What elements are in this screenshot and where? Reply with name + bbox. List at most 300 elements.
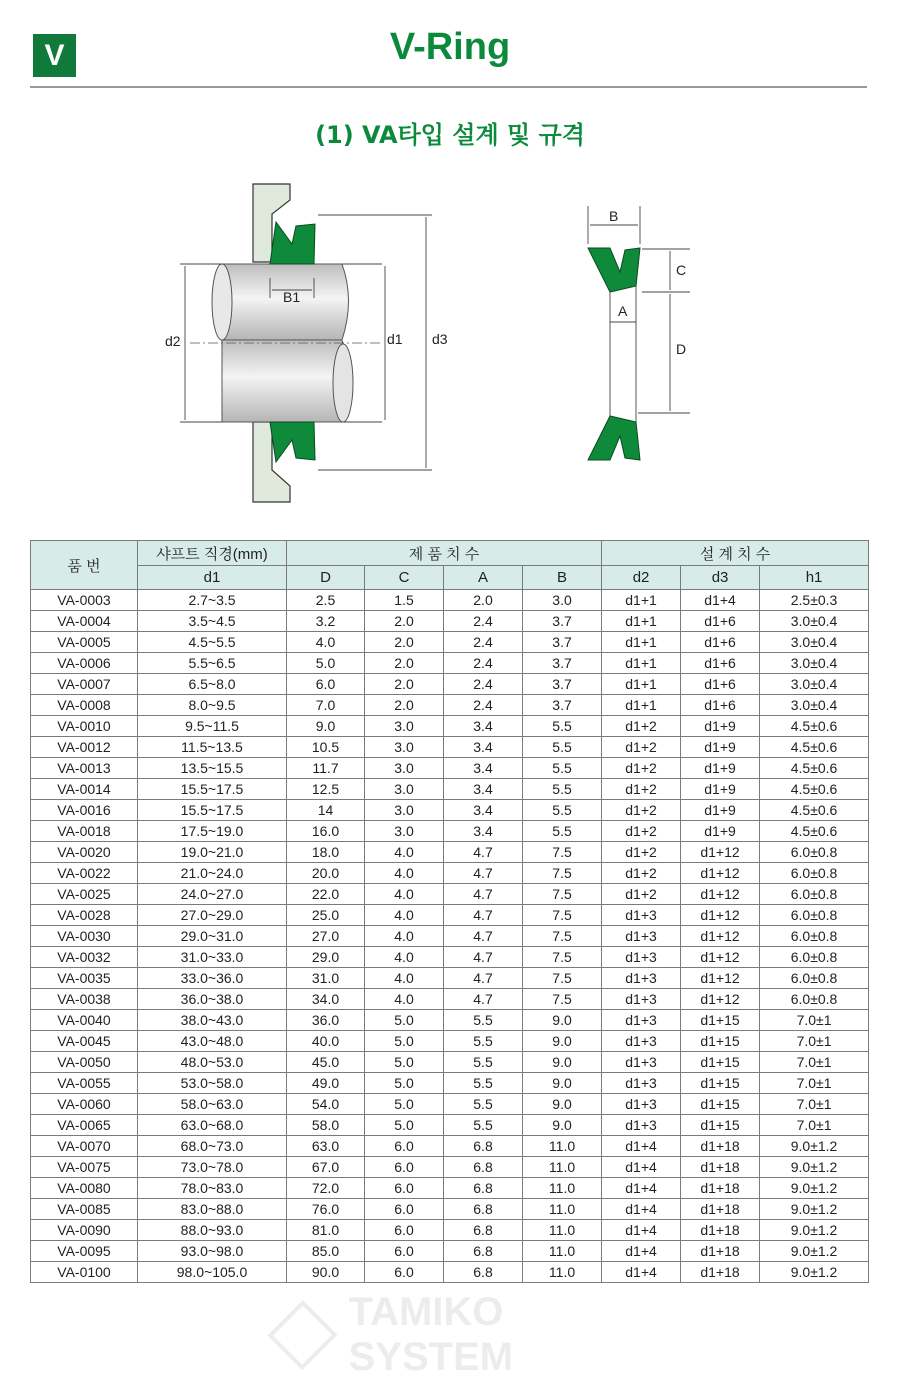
- table-cell: 2.0: [365, 674, 444, 695]
- table-cell: d1+12: [681, 947, 760, 968]
- table-cell: 5.0: [365, 1073, 444, 1094]
- part-number-cell: VA-0025: [31, 884, 138, 905]
- table-cell: d1+18: [681, 1136, 760, 1157]
- table-row: [31, 1199, 869, 1220]
- table-cell: d1+4: [602, 1157, 681, 1178]
- table-row: [31, 611, 869, 632]
- part-number-cell: VA-0014: [31, 779, 138, 800]
- table-cell: d1+15: [681, 1115, 760, 1136]
- table-cell: 38.0~43.0: [138, 1010, 287, 1031]
- table-cell: 5.5: [523, 779, 602, 800]
- table-row: [31, 1157, 869, 1178]
- title-divider: [30, 86, 867, 88]
- table-cell: 5.5: [523, 737, 602, 758]
- table-cell: 6.0±0.8: [760, 947, 869, 968]
- table-cell: 5.5: [444, 1115, 523, 1136]
- col-d1: d1: [138, 566, 287, 590]
- table-cell: 90.0: [287, 1262, 365, 1283]
- part-number-cell: VA-0055: [31, 1073, 138, 1094]
- part-number-cell: VA-0085: [31, 1199, 138, 1220]
- table-cell: 9.0: [523, 1115, 602, 1136]
- table-cell: d1+2: [602, 884, 681, 905]
- table-cell: 6.0: [365, 1136, 444, 1157]
- table-cell: 72.0: [287, 1178, 365, 1199]
- table-cell: 5.5: [444, 1073, 523, 1094]
- label-b: B: [609, 208, 619, 224]
- table-cell: 3.4: [444, 758, 523, 779]
- table-cell: 3.0: [365, 800, 444, 821]
- table-cell: 4.5±0.6: [760, 821, 869, 842]
- header-design-dims: 설 계 치 수: [602, 541, 869, 566]
- table-cell: 6.0: [365, 1157, 444, 1178]
- table-cell: 4.5±0.6: [760, 737, 869, 758]
- table-cell: 6.8: [444, 1220, 523, 1241]
- table-cell: 78.0~83.0: [138, 1178, 287, 1199]
- table-cell: 3.7: [523, 674, 602, 695]
- watermark: [278, 1290, 668, 1379]
- part-number-cell: VA-0050: [31, 1052, 138, 1073]
- table-cell: d1+18: [681, 1241, 760, 1262]
- table-cell: 7.5: [523, 926, 602, 947]
- table-row: [31, 779, 869, 800]
- table-cell: d1+2: [602, 821, 681, 842]
- table-cell: d1+18: [681, 1199, 760, 1220]
- table-cell: 3.0: [365, 716, 444, 737]
- table-cell: 3.0: [365, 779, 444, 800]
- table-cell: 45.0: [287, 1052, 365, 1073]
- table-cell: d1+9: [681, 821, 760, 842]
- part-number-cell: VA-0016: [31, 800, 138, 821]
- table-cell: 11.0: [523, 1199, 602, 1220]
- table-cell: 43.0~48.0: [138, 1031, 287, 1052]
- table-cell: d1+2: [602, 758, 681, 779]
- table-cell: d1+18: [681, 1157, 760, 1178]
- col-C: C: [365, 566, 444, 590]
- table-cell: 18.0: [287, 842, 365, 863]
- part-number-cell: VA-0045: [31, 1031, 138, 1052]
- part-number-cell: VA-0075: [31, 1157, 138, 1178]
- table-cell: 3.4: [444, 716, 523, 737]
- table-cell: 63.0~68.0: [138, 1115, 287, 1136]
- table-cell: 11.0: [523, 1241, 602, 1262]
- table-cell: 11.7: [287, 758, 365, 779]
- table-cell: 5.5: [523, 821, 602, 842]
- table-cell: 29.0~31.0: [138, 926, 287, 947]
- table-cell: 3.5~4.5: [138, 611, 287, 632]
- table-cell: 13.5~15.5: [138, 758, 287, 779]
- table-cell: 2.4: [444, 674, 523, 695]
- table-cell: 11.0: [523, 1136, 602, 1157]
- table-cell: 7.0±1: [760, 1073, 869, 1094]
- table-cell: 9.0±1.2: [760, 1241, 869, 1262]
- table-row: [31, 737, 869, 758]
- shaft-lower: [222, 340, 349, 422]
- table-cell: 9.5~11.5: [138, 716, 287, 737]
- col-A: A: [444, 566, 523, 590]
- table-cell: 5.0: [287, 653, 365, 674]
- table-row: [31, 989, 869, 1010]
- table-row: [31, 1178, 869, 1199]
- table-cell: 4.7: [444, 968, 523, 989]
- table-cell: 4.0: [365, 905, 444, 926]
- spec-table-body: [31, 590, 869, 1283]
- table-cell: 6.0: [365, 1220, 444, 1241]
- table-cell: d1+1: [602, 611, 681, 632]
- table-cell: 58.0: [287, 1115, 365, 1136]
- table-cell: 6.0: [365, 1199, 444, 1220]
- part-number-cell: VA-0080: [31, 1178, 138, 1199]
- col-B: B: [523, 566, 602, 590]
- table-cell: d1+4: [681, 590, 760, 611]
- part-number-cell: VA-0006: [31, 653, 138, 674]
- table-cell: 67.0: [287, 1157, 365, 1178]
- table-cell: 12.5: [287, 779, 365, 800]
- table-row: [31, 1241, 869, 1262]
- table-cell: 8.0~9.5: [138, 695, 287, 716]
- table-cell: 2.0: [365, 695, 444, 716]
- table-cell: d1+3: [602, 1094, 681, 1115]
- table-row: [31, 1262, 869, 1283]
- table-cell: 5.5: [523, 716, 602, 737]
- part-number-cell: VA-0013: [31, 758, 138, 779]
- part-number-cell: VA-0007: [31, 674, 138, 695]
- table-cell: 9.0: [523, 1031, 602, 1052]
- label-c: C: [676, 262, 687, 278]
- table-cell: 14: [287, 800, 365, 821]
- table-cell: 4.7: [444, 842, 523, 863]
- table-cell: d1+3: [602, 1031, 681, 1052]
- part-number-cell: VA-0010: [31, 716, 138, 737]
- part-number-cell: VA-0040: [31, 1010, 138, 1031]
- label-d: D: [676, 341, 687, 357]
- table-cell: 6.0: [365, 1178, 444, 1199]
- table-cell: 31.0~33.0: [138, 947, 287, 968]
- table-cell: 2.4: [444, 695, 523, 716]
- part-number-cell: VA-0038: [31, 989, 138, 1010]
- table-cell: 5.0: [365, 1052, 444, 1073]
- table-cell: d1+15: [681, 1052, 760, 1073]
- table-cell: d1+9: [681, 716, 760, 737]
- table-cell: 27.0: [287, 926, 365, 947]
- label-b1: B1: [283, 289, 301, 305]
- watermark-logo-icon: [267, 1300, 337, 1370]
- table-cell: d1+9: [681, 800, 760, 821]
- table-cell: 3.7: [523, 632, 602, 653]
- table-cell: d1+6: [681, 653, 760, 674]
- table-cell: 5.5~6.5: [138, 653, 287, 674]
- table-cell: 5.0: [365, 1115, 444, 1136]
- table-cell: 81.0: [287, 1220, 365, 1241]
- table-row: [31, 905, 869, 926]
- table-cell: d1+3: [602, 1052, 681, 1073]
- table-cell: 93.0~98.0: [138, 1241, 287, 1262]
- table-row: [31, 1094, 869, 1115]
- vring-spec-table: [30, 540, 869, 1283]
- table-cell: d1+2: [602, 716, 681, 737]
- table-row: [31, 590, 869, 611]
- col-d2: d2: [602, 566, 681, 590]
- table-cell: 3.4: [444, 737, 523, 758]
- label-d3: d3: [432, 331, 448, 347]
- table-cell: d1+4: [602, 1178, 681, 1199]
- table-cell: 49.0: [287, 1073, 365, 1094]
- section-subtitle: (1) VA타입 설계 및 규격: [315, 121, 585, 149]
- table-cell: 3.2: [287, 611, 365, 632]
- table-cell: 6.0: [287, 674, 365, 695]
- table-cell: d1+18: [681, 1220, 760, 1241]
- label-d1: d1: [387, 331, 403, 347]
- vring-diagram: [0, 170, 900, 515]
- col-D: D: [287, 566, 365, 590]
- table-cell: d1+6: [681, 674, 760, 695]
- table-cell: 6.8: [444, 1178, 523, 1199]
- table-cell: 2.4: [444, 653, 523, 674]
- table-cell: d1+3: [602, 1073, 681, 1094]
- table-cell: 2.0: [365, 632, 444, 653]
- table-cell: 73.0~78.0: [138, 1157, 287, 1178]
- table-cell: 9.0±1.2: [760, 1220, 869, 1241]
- table-cell: 3.0±0.4: [760, 611, 869, 632]
- table-cell: 9.0: [523, 1010, 602, 1031]
- table-cell: d1+12: [681, 884, 760, 905]
- table-cell: 15.5~17.5: [138, 779, 287, 800]
- vring-seal-upper: [270, 222, 315, 264]
- table-cell: 4.0: [365, 947, 444, 968]
- table-cell: 4.5±0.6: [760, 716, 869, 737]
- table-cell: 17.5~19.0: [138, 821, 287, 842]
- part-number-cell: VA-0005: [31, 632, 138, 653]
- table-cell: 7.5: [523, 884, 602, 905]
- table-cell: 6.0: [365, 1262, 444, 1283]
- table-cell: 5.0: [365, 1094, 444, 1115]
- table-cell: 4.7: [444, 947, 523, 968]
- table-cell: 21.0~24.0: [138, 863, 287, 884]
- part-number-cell: VA-0095: [31, 1241, 138, 1262]
- table-cell: d1+2: [602, 863, 681, 884]
- table-cell: 11.0: [523, 1178, 602, 1199]
- table-cell: d1+12: [681, 989, 760, 1010]
- table-cell: 76.0: [287, 1199, 365, 1220]
- table-cell: 6.5~8.0: [138, 674, 287, 695]
- vring-free-upper: [588, 248, 640, 292]
- table-cell: 4.5~5.5: [138, 632, 287, 653]
- table-cell: d1+3: [602, 1010, 681, 1031]
- table-cell: 4.7: [444, 989, 523, 1010]
- table-cell: d1+12: [681, 842, 760, 863]
- table-cell: 4.5±0.6: [760, 758, 869, 779]
- table-cell: 4.7: [444, 884, 523, 905]
- table-cell: 5.5: [523, 800, 602, 821]
- page-title: V-Ring: [389, 26, 511, 68]
- table-cell: 9.0: [523, 1094, 602, 1115]
- table-cell: 24.0~27.0: [138, 884, 287, 905]
- table-cell: 9.0: [523, 1073, 602, 1094]
- table-cell: d1+15: [681, 1010, 760, 1031]
- table-cell: 3.0±0.4: [760, 653, 869, 674]
- table-cell: 11.0: [523, 1220, 602, 1241]
- table-cell: 68.0~73.0: [138, 1136, 287, 1157]
- table-cell: 7.5: [523, 968, 602, 989]
- table-cell: d1+15: [681, 1094, 760, 1115]
- watermark-text: TAMIKO SYSTEM: [348, 1290, 514, 1379]
- table-cell: 33.0~36.0: [138, 968, 287, 989]
- table-cell: 5.5: [444, 1094, 523, 1115]
- table-cell: 7.0±1: [760, 1010, 869, 1031]
- table-cell: d1+1: [602, 695, 681, 716]
- table-cell: 9.0±1.2: [760, 1136, 869, 1157]
- table-row: [31, 1010, 869, 1031]
- table-cell: d1+9: [681, 758, 760, 779]
- table-cell: 6.8: [444, 1199, 523, 1220]
- label-a: A: [618, 303, 628, 319]
- header-part-no: 품 번: [31, 541, 138, 590]
- table-cell: 63.0: [287, 1136, 365, 1157]
- table-cell: 7.5: [523, 905, 602, 926]
- part-number-cell: VA-0004: [31, 611, 138, 632]
- table-cell: 4.0: [365, 968, 444, 989]
- part-number-cell: VA-0003: [31, 590, 138, 611]
- table-cell: 7.0: [287, 695, 365, 716]
- table-row: [31, 1052, 869, 1073]
- vring-free-lower: [588, 416, 640, 460]
- table-cell: 2.4: [444, 611, 523, 632]
- table-row: [31, 884, 869, 905]
- table-cell: 3.0: [365, 737, 444, 758]
- table-cell: d1+1: [602, 632, 681, 653]
- table-cell: 5.5: [444, 1052, 523, 1073]
- table-row: [31, 716, 869, 737]
- table-row: [31, 863, 869, 884]
- table-cell: 3.0: [365, 758, 444, 779]
- table-cell: 4.5±0.6: [760, 800, 869, 821]
- part-number-cell: VA-0065: [31, 1115, 138, 1136]
- part-number-cell: VA-0012: [31, 737, 138, 758]
- table-cell: d1+2: [602, 737, 681, 758]
- table-row: [31, 926, 869, 947]
- table-cell: 4.0: [365, 842, 444, 863]
- table-cell: d1+4: [602, 1262, 681, 1283]
- table-row: [31, 800, 869, 821]
- table-row: [31, 1073, 869, 1094]
- table-cell: 7.5: [523, 863, 602, 884]
- table-cell: 3.7: [523, 653, 602, 674]
- table-cell: d1+3: [602, 1115, 681, 1136]
- table-cell: d1+12: [681, 863, 760, 884]
- part-number-cell: VA-0008: [31, 695, 138, 716]
- part-number-cell: VA-0030: [31, 926, 138, 947]
- table-cell: 10.5: [287, 737, 365, 758]
- table-cell: 5.0: [365, 1010, 444, 1031]
- table-cell: 5.5: [444, 1031, 523, 1052]
- part-number-cell: VA-0020: [31, 842, 138, 863]
- table-row: [31, 1031, 869, 1052]
- col-h1: h1: [760, 566, 869, 590]
- table-cell: 11.0: [523, 1262, 602, 1283]
- table-cell: 2.0: [365, 611, 444, 632]
- table-cell: 6.0±0.8: [760, 842, 869, 863]
- table-cell: 6.0±0.8: [760, 989, 869, 1010]
- table-cell: d1+15: [681, 1031, 760, 1052]
- table-cell: d1+9: [681, 779, 760, 800]
- table-cell: 3.7: [523, 695, 602, 716]
- table-cell: 88.0~93.0: [138, 1220, 287, 1241]
- table-cell: 5.5: [444, 1010, 523, 1031]
- table-cell: 40.0: [287, 1031, 365, 1052]
- table-cell: 9.0±1.2: [760, 1178, 869, 1199]
- part-number-cell: VA-0018: [31, 821, 138, 842]
- vring-seal-lower: [270, 422, 315, 462]
- table-cell: 25.0: [287, 905, 365, 926]
- logo-letter: V: [44, 38, 65, 72]
- table-cell: 7.0±1: [760, 1052, 869, 1073]
- table-cell: d1+1: [602, 653, 681, 674]
- table-cell: d1+6: [681, 695, 760, 716]
- table-cell: 3.0: [365, 821, 444, 842]
- table-cell: 7.0±1: [760, 1115, 869, 1136]
- table-cell: 31.0: [287, 968, 365, 989]
- part-number-cell: VA-0022: [31, 863, 138, 884]
- table-cell: 6.0±0.8: [760, 884, 869, 905]
- table-row: [31, 674, 869, 695]
- header-shaft-dia: 샤프트 직경(mm): [138, 541, 287, 566]
- table-cell: 6.0±0.8: [760, 926, 869, 947]
- table-cell: 22.0: [287, 884, 365, 905]
- table-cell: 5.0: [365, 1031, 444, 1052]
- part-number-cell: VA-0070: [31, 1136, 138, 1157]
- table-cell: 3.4: [444, 821, 523, 842]
- label-d2: d2: [165, 333, 181, 349]
- table-cell: 4.0: [365, 884, 444, 905]
- table-cell: d1+18: [681, 1178, 760, 1199]
- table-cell: 3.0: [523, 590, 602, 611]
- table-cell: 58.0~63.0: [138, 1094, 287, 1115]
- table-cell: 36.0: [287, 1010, 365, 1031]
- table-cell: 16.0: [287, 821, 365, 842]
- table-cell: d1+3: [602, 947, 681, 968]
- table-row: [31, 1115, 869, 1136]
- table-cell: 6.8: [444, 1262, 523, 1283]
- table-cell: 7.5: [523, 947, 602, 968]
- table-cell: 48.0~53.0: [138, 1052, 287, 1073]
- table-cell: d1+3: [602, 968, 681, 989]
- header-product-dims: 제 품 치 수: [287, 541, 602, 566]
- table-cell: d1+1: [602, 674, 681, 695]
- table-cell: 11.5~13.5: [138, 737, 287, 758]
- part-number-cell: VA-0090: [31, 1220, 138, 1241]
- table-cell: 7.5: [523, 989, 602, 1010]
- table-cell: 4.0: [365, 863, 444, 884]
- table-cell: d1+9: [681, 737, 760, 758]
- table-cell: d1+1: [602, 590, 681, 611]
- table-row: [31, 653, 869, 674]
- part-number-cell: VA-0028: [31, 905, 138, 926]
- table-cell: d1+12: [681, 968, 760, 989]
- table-cell: 20.0: [287, 863, 365, 884]
- table-cell: d1+4: [602, 1136, 681, 1157]
- table-cell: d1+12: [681, 926, 760, 947]
- table-cell: 19.0~21.0: [138, 842, 287, 863]
- table-cell: d1+2: [602, 800, 681, 821]
- table-cell: 7.0±1: [760, 1031, 869, 1052]
- table-cell: 3.7: [523, 611, 602, 632]
- table-row: [31, 1220, 869, 1241]
- table-cell: 4.0: [287, 632, 365, 653]
- table-cell: 3.0±0.4: [760, 674, 869, 695]
- col-d3: d3: [681, 566, 760, 590]
- table-cell: 4.7: [444, 905, 523, 926]
- table-cell: 2.0: [365, 653, 444, 674]
- table-cell: 4.0: [365, 926, 444, 947]
